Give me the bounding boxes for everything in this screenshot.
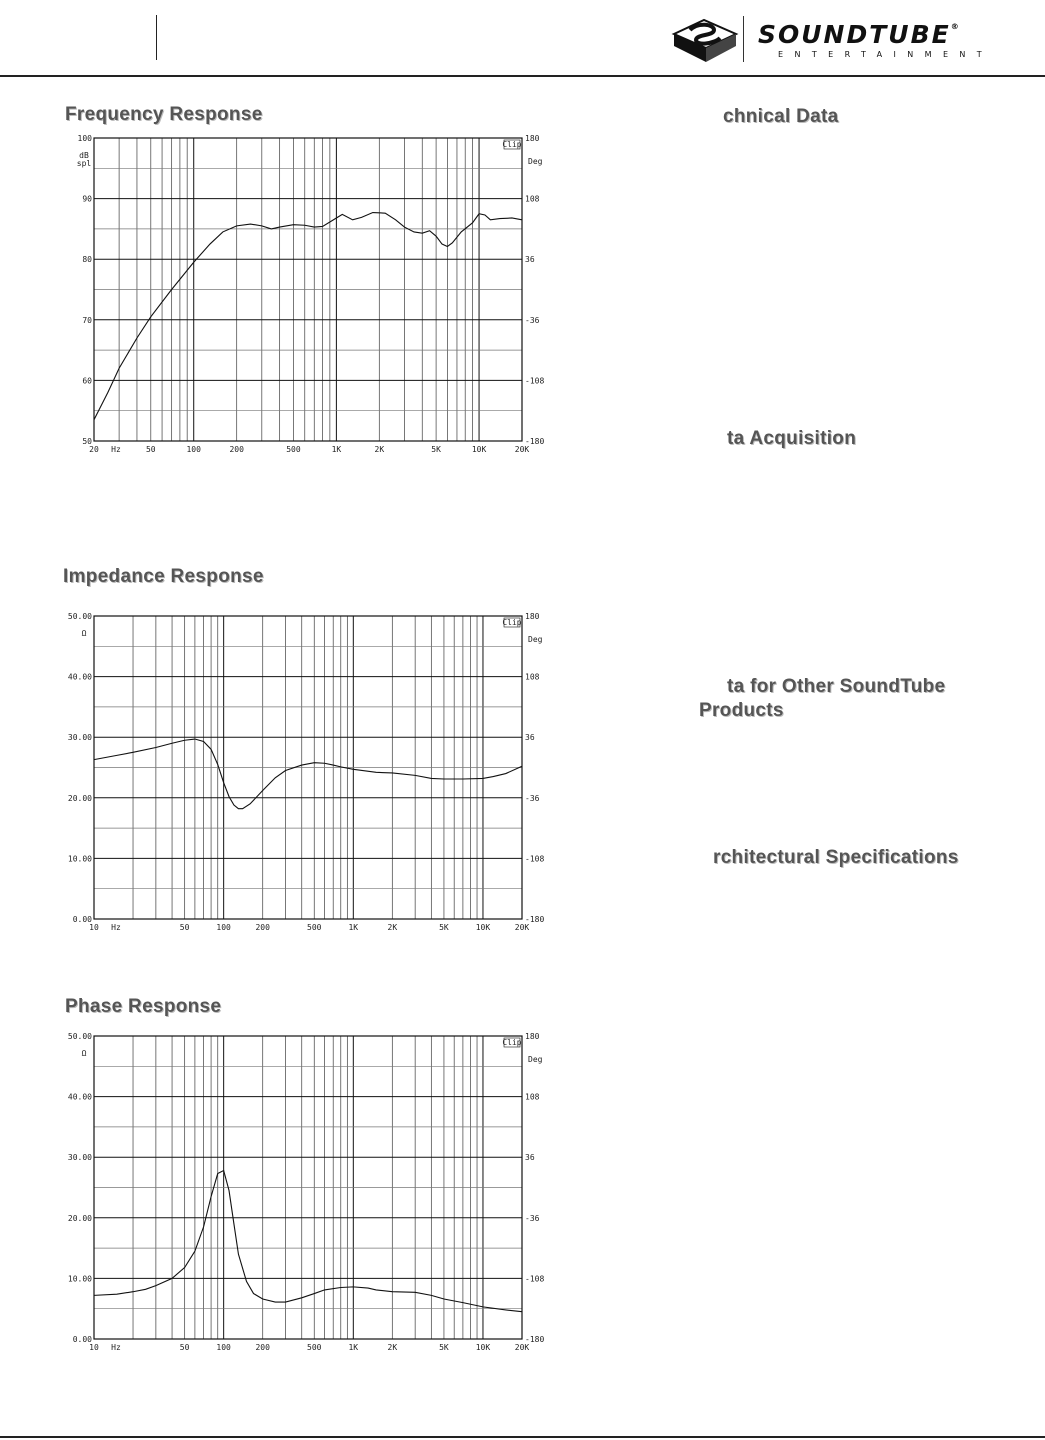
right-tick-label: -36 — [525, 793, 540, 803]
x-tick-label: 2K — [387, 1343, 398, 1352]
x-tick-label: 10K — [475, 1343, 491, 1352]
data-acquisition-heading[interactable]: ta Acquisition — [727, 428, 857, 449]
right-tick-label: -108 — [525, 376, 545, 386]
x-tick-label: 10 — [89, 923, 99, 932]
right-tick-label: 108 — [525, 1092, 540, 1102]
x-tick-label: 1K — [348, 923, 359, 932]
y-tick-label: 90 — [82, 194, 92, 204]
x-tick-label: 200 — [255, 1343, 270, 1352]
x-tick-label: 50 — [179, 923, 190, 932]
soundtube-s-emblem-icon — [668, 12, 740, 70]
y-tick-label: 50.00 — [67, 1032, 92, 1041]
x-tick-label: 100 — [216, 1343, 231, 1352]
y-axis-label: Ω — [81, 629, 87, 638]
footer-rule — [0, 1436, 1045, 1438]
x-tick-label: 20 — [89, 445, 99, 454]
x-axis-label: Hz — [111, 1343, 121, 1352]
x-tick-label: 500 — [307, 923, 322, 932]
frequency-response-chart — [60, 128, 545, 462]
impedance-response-chart — [60, 606, 545, 940]
clip-label: Clip — [502, 140, 522, 149]
header-divider — [156, 15, 157, 60]
clip-label: Clip — [502, 1038, 522, 1047]
right-tick-label: -36 — [525, 1213, 540, 1223]
y-axis-label: spl — [76, 159, 92, 168]
y-tick-label: 0.00 — [72, 1335, 92, 1344]
other-products-heading-line2[interactable]: Products — [699, 700, 784, 721]
architectural-specifications-heading[interactable]: rchitectural Specifications — [713, 847, 959, 868]
chart-svg — [60, 1026, 545, 1356]
x-tick-label: 20K — [514, 445, 530, 454]
x-tick-label: 5K — [439, 1343, 449, 1352]
phase-response-chart — [60, 1026, 545, 1360]
y-tick-label: 40.00 — [67, 1092, 92, 1102]
clip-label: Clip — [502, 618, 522, 627]
x-tick-label: 500 — [286, 445, 301, 454]
right-axis-label: Deg — [528, 1055, 543, 1064]
x-tick-label: 500 — [307, 1343, 322, 1352]
right-tick-label: 108 — [525, 672, 540, 682]
brand-name — [758, 20, 961, 49]
right-tick-label: 36 — [525, 255, 535, 265]
y-tick-label: 50.00 — [67, 612, 92, 621]
y-tick-label: 100 — [77, 134, 92, 143]
x-tick-label: 100 — [216, 923, 231, 932]
x-tick-label: 5K — [431, 445, 441, 454]
x-tick-label: 2K — [387, 923, 398, 932]
frequency-response-title: Frequency Response — [65, 104, 263, 125]
right-tick-label: 180 — [525, 612, 540, 621]
x-tick-label: 100 — [186, 445, 201, 454]
right-tick-label: -108 — [525, 1274, 545, 1284]
registered-mark: ® — [950, 22, 961, 31]
y-tick-label: 0.00 — [72, 915, 92, 924]
right-tick-label: -108 — [525, 854, 545, 864]
x-tick-label: 200 — [255, 923, 270, 932]
x-tick-label: 10 — [89, 1343, 99, 1352]
x-tick-label: 200 — [229, 445, 244, 454]
right-tick-label: 108 — [525, 194, 540, 204]
header-rule — [0, 75, 1045, 77]
y-tick-label: 20.00 — [67, 1213, 92, 1223]
x-axis-label: Hz — [111, 445, 121, 454]
chart-svg — [60, 128, 545, 458]
x-tick-label: 20K — [514, 923, 530, 932]
y-tick-label: 20.00 — [67, 793, 92, 803]
right-tick-label: 36 — [525, 1153, 535, 1163]
x-tick-label: 1K — [331, 445, 342, 454]
y-axis-label: Ω — [81, 1049, 87, 1058]
x-tick-label: 2K — [374, 445, 385, 454]
x-axis-label: Hz — [111, 923, 121, 932]
y-tick-label: 10.00 — [67, 1274, 92, 1284]
right-tick-label: 36 — [525, 733, 535, 743]
y-tick-label: 80 — [82, 255, 92, 265]
y-tick-label: 30.00 — [67, 1153, 92, 1163]
right-tick-label: 180 — [525, 134, 540, 143]
right-tick-label: -36 — [525, 315, 540, 325]
x-tick-label: 50 — [145, 445, 156, 454]
page-header — [0, 0, 1045, 76]
brand-subtitle: ENTERTAINMENT — [778, 50, 994, 59]
right-tick-label: -180 — [525, 437, 545, 446]
y-tick-label: 50 — [82, 437, 92, 446]
x-tick-label: 10K — [471, 445, 487, 454]
impedance-response-title: Impedance Response — [63, 566, 264, 587]
y-tick-label: 70 — [82, 315, 92, 325]
right-axis-label: Deg — [528, 635, 543, 644]
right-tick-label: 180 — [525, 1032, 540, 1041]
x-tick-label: 50 — [179, 1343, 190, 1352]
series-line — [94, 1171, 522, 1312]
brand-wordmark: SOUNDTUBE — [758, 20, 951, 49]
right-tick-label: -180 — [525, 1335, 545, 1344]
logo-divider — [743, 16, 744, 62]
y-tick-label: 40.00 — [67, 672, 92, 682]
technical-data-heading[interactable]: chnical Data — [723, 106, 839, 127]
right-tick-label: -180 — [525, 915, 545, 924]
x-tick-label: 1K — [348, 1343, 359, 1352]
y-tick-label: 30.00 — [67, 733, 92, 743]
chart-svg — [60, 606, 545, 936]
series-line — [94, 213, 522, 420]
y-tick-label: 60 — [82, 376, 92, 386]
y-tick-label: 10.00 — [67, 854, 92, 864]
phase-response-title: Phase Response — [65, 996, 222, 1017]
other-products-heading-line1[interactable]: ta for Other SoundTube — [727, 676, 946, 697]
right-axis-label: Deg — [528, 157, 543, 166]
x-tick-label: 5K — [439, 923, 449, 932]
x-tick-label: 10K — [475, 923, 491, 932]
y-axis-label: dB — [79, 151, 89, 160]
x-tick-label: 20K — [514, 1343, 530, 1352]
